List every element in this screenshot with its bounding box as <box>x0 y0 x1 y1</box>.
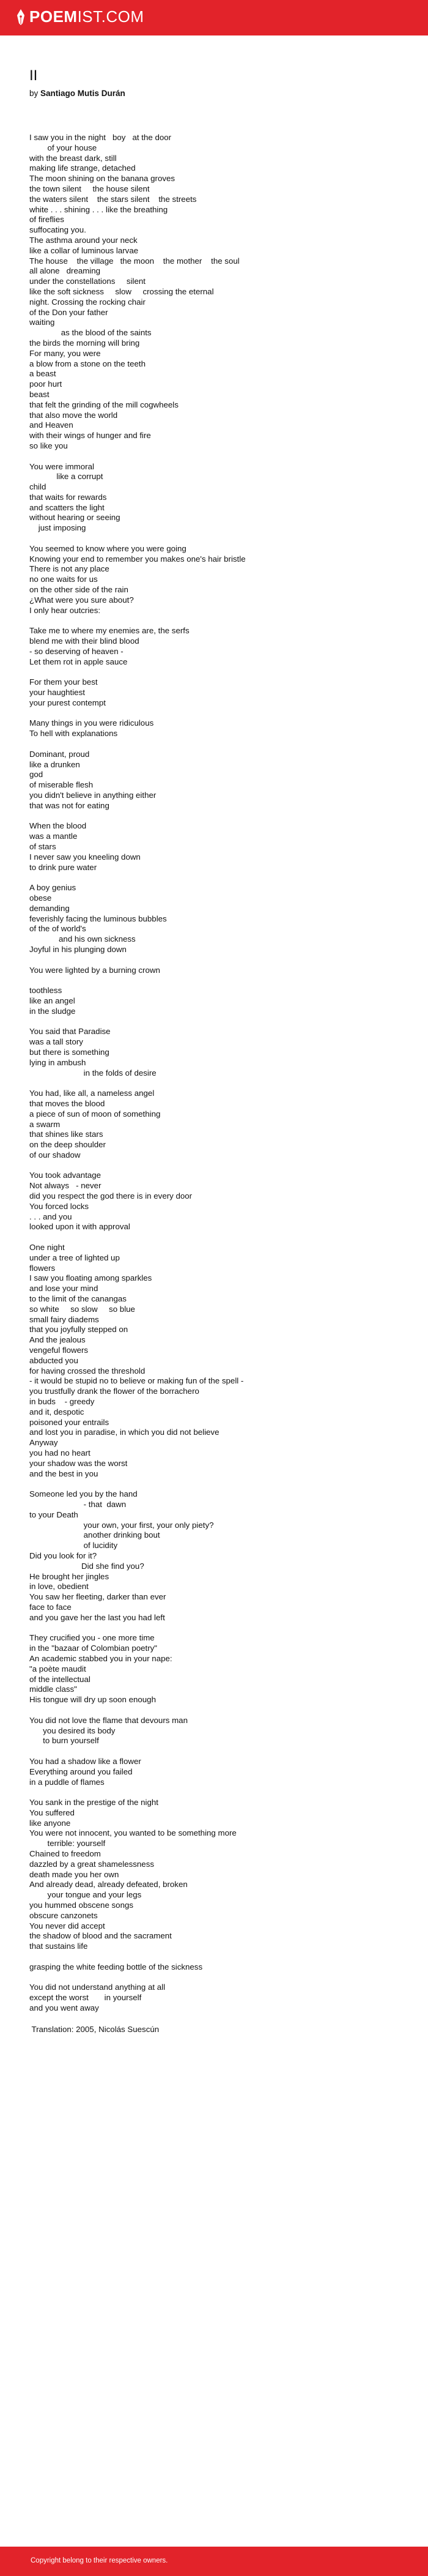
pen-nib-icon <box>16 9 26 26</box>
translation-credit: Translation: 2005, Nicolás Suescún <box>29 2024 160 2034</box>
site-footer <box>0 2547 428 2576</box>
byline <box>29 88 408 99</box>
poem-text: I saw you in the night boy at the door of your house with the breast dark, still making life strange, detached The moon shining on the banana groves the town silent the house silent the waters silent the stars silent the streets white . . . shining . . . like the breathing of fireflies suffocating you. The asthma around your neck like a collar of luminous larvae The house the village the moon the mother the soul all alone dreaming under the constellations silent like the soft sickness slow crossing the eternal night. Crossing the rocking chair of the Don your father waiting as the blood of the saints the birds the morning will bring For many, you were a blow from a stone on the teeth a beast poor hurt beast that felt the grinding of the mill cogwheels that also move the world and Heaven with their wings of hunger and fire so like you You were immoral like a corrupt child that waits for rewards and scatters the light without hearing or seeing just imposing You seemed to know where you were going Knowing your end to remember you makes one's hair bristle There is not any place no one waits for us on the other side of the rain ¿What were you sure about? I only hear outcries: Take me to where my enemies are, the serfs blend me with their blind blood - so deserving of heaven - Let them rot in apple sauce For them your best your haughtiest your purest contempt Many things in you were ridiculous To hell with explanations Dominant, proud like a drunken god of miserable flesh you didn't believe in anything either that was not for eating When the blood was a mantle of stars I never saw you kneeling down to drink pure water A boy genius obese demanding feverishly facing the luminous bubbles of the of world's and his own sickness Joyful in his plunging down You were lighted by a burning crown toothless like an angel in the sludge You said that Paradise was a tall story but there is something lying in ambush in the folds of desire You had, like all, a nameless angel that moves the blood a piece of sun of moon of something a swarm that shines like stars on the deep shoulder of our shadow You took advantage Not always - never did you respect the god there is in every door You forced locks . . . and you looked upon it with approval One night under a tree of lighted up flowers I saw you floating among sparkles and lose your mind to the limit of the canangas so white so slow so blue small fairy diadems that you joyfully stepped on And the jealous vengeful flowers abducted you for having crossed the threshold - it would be stupid no to believe or making fun of the spell - you trustfully drank the flower of the borrachero in buds - greedy and it, despotic poisoned your entrails and lost you in paradise, in which you did not believe Anyway you had no heart your shadow was the worst and the best in you Someone led you by the hand - that dawn to your Death your own, your first, your only piety? another drinking bout of lucidity Did you look for it? Did she find you? He brought her jingles in love, obedient You saw her fleeting, darker than ever face to face and you gave her the last you had left They crucified you - one more time in the "bazaar of Colombian poetry" An academic stabbed you in your nape: "a poète maudit of the intellectual middle class" His tongue will dry up soon enough You did not love the flame that devours man you desired its body to burn yourself You had a shadow like a flower Everything around you failed in a puddle of flames You sank in the prestige of the night You suffered like anyone You were not innocent, you wanted to be something more terrible: yourself Chained to freedom dazzled by a great shamelessness death made you her own And already dead, already defeated, broken your tongue and your legs you hummed obscene songs obscure canzonets You never did accept the shadow of blood and the sacrament that sustains life grasping the white feeding bottle of the sickness You did not understand anything at all except the worst in yourself and you went away <box>29 133 246 2013</box>
logo-light: IST.COM <box>77 7 144 26</box>
site-logo[interactable] <box>16 7 144 26</box>
author-link[interactable]: Santiago Mutis Durán <box>40 89 125 98</box>
copyright-notice: Copyright belong to their respective owners. <box>31 2557 168 2564</box>
logo-wordmark <box>29 7 144 26</box>
by-label: by <box>29 89 39 98</box>
logo-strong: POEM <box>29 7 78 26</box>
poem-content <box>29 67 408 2035</box>
poem-title: II <box>29 67 38 84</box>
site-header <box>0 0 428 35</box>
